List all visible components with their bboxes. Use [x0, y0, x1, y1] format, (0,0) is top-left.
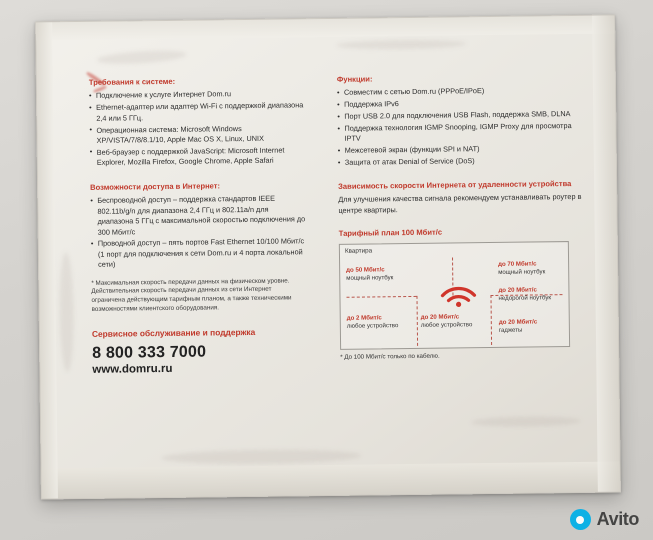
device-name: любое устройство [420, 321, 473, 329]
box-edge-left [36, 22, 58, 498]
right-column [337, 72, 586, 363]
avito-watermark [570, 509, 639, 530]
device-name: гаджеты [498, 326, 523, 334]
left-column [89, 75, 308, 377]
service-phone: 8 800 333 7000 [92, 343, 207, 363]
access-footnote: * Максимальная скорость передачи данных на физическом уровне. Действительная скорость передачи данных из сети Интернет ограничена действующим тарифным планом, а также техническими возможностями клиентского оборудования. [91, 276, 292, 313]
device-label [421, 313, 485, 330]
list-item: • Порт USB 2.0 для подключения USB Flash, поддержка SMB, DLNA [337, 109, 583, 122]
device-name: мощный ноутбук [346, 274, 394, 282]
box-edge-right [592, 15, 620, 491]
device-label [498, 260, 560, 277]
functions-list [337, 85, 584, 168]
device-label [498, 286, 560, 303]
device-speed: до 2 Мбит/с [346, 314, 382, 322]
device-label [346, 266, 410, 283]
list-item: • Операционная система: Microsoft Windows XP/VISTA/7/8/8.1/10, Apple Mac OS X, Linux, UNIX [89, 123, 304, 146]
list-item: • Межсетевой экран (функции SPI и NAT) [338, 143, 584, 156]
list-item: • Беспроводной доступ – поддержка стандартов IEEE 802.11b/g/n для диапазона 2,4 ГГц и 802.11a/n для диапазона 5 ГГц с максимальной скоростью подключения до 300 Мбит/с [90, 194, 305, 238]
list-item: • Веб-браузер с поддержкой JavaScript: Microsoft Internet Explorer, Mozilla Firefox, Google Chrome, Apple Safari [90, 145, 305, 168]
access-title: Возможности доступа в Интернет: [90, 181, 221, 192]
wifi-signal-icon [436, 273, 480, 308]
device-name: любое устройство [346, 322, 399, 330]
service-website: www.domru.ru [92, 362, 173, 376]
requirements-title: Требования к системе: [88, 76, 176, 87]
diagram-divider [416, 296, 418, 346]
distance-text: Для улучшения качества сигнала рекомендуем устанавливать роутер в центре квартиры. [338, 192, 582, 215]
device-name: мощный ноутбук [498, 268, 546, 276]
box-scuff [96, 48, 187, 66]
device-label [347, 314, 409, 331]
router-box [35, 14, 621, 499]
device-speed: до 20 Мбит/с [498, 286, 537, 294]
list-item: • Проводной доступ – пять портов Fast Ethernet 10/100 Мбит/с (1 порт для подключения к сети Dom.ru и 4 порта локальной сети) [91, 237, 306, 271]
device-label [499, 318, 561, 335]
box-edge-bottom [42, 461, 620, 498]
box-scuff [336, 39, 466, 50]
avito-watermark-text: Avito [596, 509, 639, 529]
requirements-list [89, 89, 305, 169]
service-block [92, 327, 308, 378]
access-list [90, 194, 306, 271]
functions-title: Функции: [336, 74, 373, 84]
device-speed: до 20 Мбит/с [498, 318, 538, 326]
list-item: • Поддержка технология IGMP Snooping, IGMP Proxy для просмотра IPTV [337, 121, 583, 145]
box-printed-content [89, 72, 587, 448]
device-speed: до 70 Мбит/с [498, 260, 537, 268]
list-item: • Ethernet-адаптер или адаптер Wi-Fi с поддержкой диапазона 2,4 или 5 ГГц. [89, 101, 304, 124]
device-speed: до 50 Мбит/с [346, 266, 385, 274]
device-speed: до 20 Мбит/с [420, 313, 460, 321]
box-scuff [161, 449, 361, 465]
tariff-footnote: * До 100 Мбит/с только по кабелю. [340, 352, 440, 361]
box-edge-top [36, 15, 614, 40]
coverage-diagram [339, 241, 570, 350]
diagram-divider [346, 296, 416, 298]
distance-title: Зависимость скорости Интернета от удаленности устройства [338, 179, 572, 191]
list-item: • Поддержка IPv6 [337, 97, 583, 110]
device-name: недорогой ноутбук [498, 294, 552, 302]
list-item: • Защита от атак Denial of Service (DoS) [338, 155, 584, 168]
box-scuff [59, 252, 74, 372]
list-item: • Подключение к услуге Интернет Dom.ru [89, 89, 304, 102]
tariff-title: Тарифный план 100 Мбит/с [338, 227, 443, 239]
avito-logo-icon [570, 509, 591, 530]
apartment-label: Квартира [344, 247, 373, 255]
diagram-divider [490, 295, 492, 345]
service-title: Сервисное обслуживание и поддержка [91, 327, 256, 340]
list-item: • Совместим с сетью Dom.ru (PPPoE/IPoE) [337, 85, 583, 98]
